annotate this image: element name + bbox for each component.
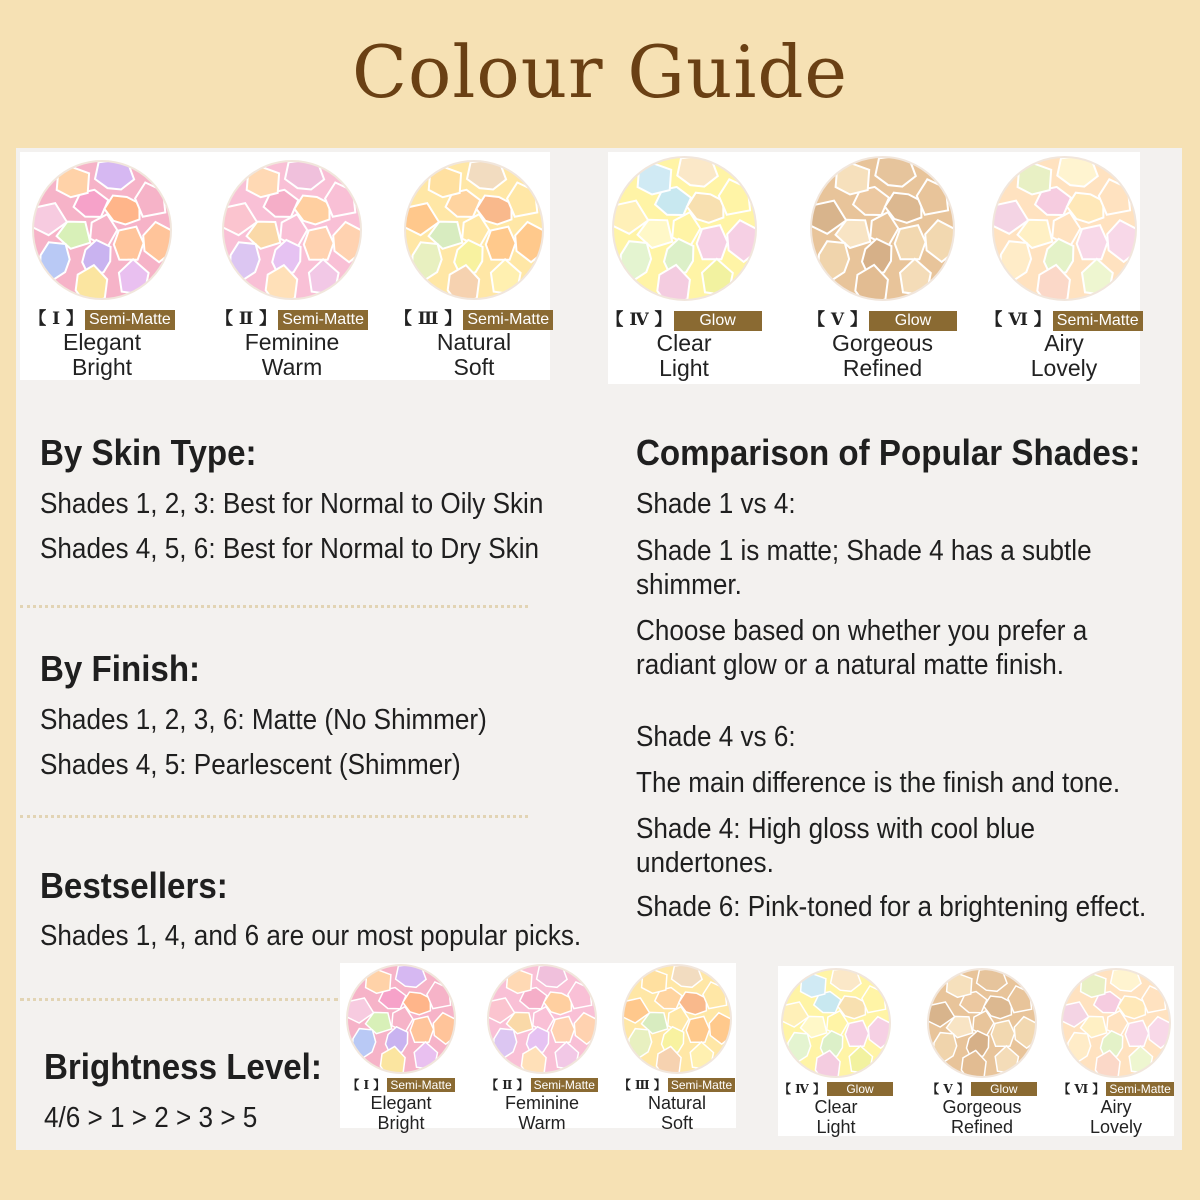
mini-shade-1-name-line2: Bright	[377, 1113, 425, 1133]
mini-shade-3-palette-icon	[622, 964, 732, 1074]
mini-shade-4-numeral: 【 Ⅳ 】	[779, 1082, 825, 1096]
shade-4-swatch	[604, 156, 764, 381]
bestsellers-heading: Bestsellers:	[40, 865, 228, 906]
mini-shade-3-swatch	[616, 964, 738, 1133]
bestsellers-line: Shades 1, 4, and 6 are our most popular picks.	[40, 920, 582, 952]
shade-5-name-line2: Refined	[842, 355, 923, 381]
mini-shade-5-palette-icon	[927, 968, 1037, 1078]
shade-5-swatch	[800, 156, 965, 381]
shade-3-palette-icon	[404, 160, 544, 300]
shade-5-numeral: 【 Ⅴ 】	[807, 310, 868, 330]
mini-shade-1-name-line1: Elegant	[370, 1093, 432, 1113]
mini-shade-5-finish-tag: Glow	[971, 1082, 1037, 1096]
shade-4-numeral: 【 Ⅳ 】	[606, 310, 672, 330]
shade-5-finish-tag: Glow	[869, 311, 957, 331]
shade-3-name-line2: Soft	[453, 354, 495, 380]
mini-shade-6-palette-icon	[1061, 968, 1171, 1078]
mini-shade-2-name-line1: Feminine	[504, 1093, 580, 1113]
shade-1-finish-tag: Semi-Matte	[85, 310, 175, 330]
mini-shade-6-finish-tag: Semi-Matte	[1106, 1082, 1173, 1096]
skin-type-line-1: Shades 1, 2, 3: Best for Normal to Oily Skin	[40, 488, 544, 520]
divider-3	[20, 998, 338, 1001]
mini-shade-4-swatch	[776, 968, 896, 1137]
shade-6-name-line2: Lovely	[1030, 355, 1098, 381]
shade-1-name-line1: Elegant	[62, 329, 141, 355]
mini-shade-4-name-line2: Light	[816, 1117, 856, 1137]
comparison-sub-2: Shade 4 vs 6:	[636, 721, 796, 753]
shade-4-name-line2: Light	[659, 355, 709, 381]
shade-1-palette-icon	[32, 160, 172, 300]
mini-shade-6-name-line1: Airy	[1100, 1097, 1132, 1117]
shade-1-numeral: 【 Ⅰ 】	[29, 309, 83, 329]
mini-shade-2-palette-icon	[487, 964, 597, 1074]
mini-shade-5-name-line2: Refined	[950, 1117, 1014, 1137]
shade-2-name-line2: Warm	[261, 354, 323, 380]
mini-shade-6-numeral: 【 Ⅵ 】	[1058, 1082, 1105, 1096]
shade-4-finish-tag: Glow	[674, 311, 762, 331]
mini-shade-1-numeral: 【 Ⅰ 】	[347, 1078, 386, 1092]
shade-6-numeral: 【 Ⅵ 】	[985, 310, 1051, 330]
mini-shade-1-finish-tag: Semi-Matte	[387, 1078, 454, 1092]
shade-6-swatch	[982, 156, 1146, 381]
shade-4-name-line1: Clear	[656, 330, 712, 356]
comparison-para-4: Shade 4: High gloss with cool blue undertones.	[636, 813, 1035, 879]
comparison-para-2: Choose based on whether you prefer a radiant glow or a natural matte finish.	[636, 615, 1088, 681]
shade-1-name-line2: Bright	[71, 354, 133, 380]
mini-shade-6-swatch	[1054, 968, 1178, 1137]
shade-2-name-line1: Feminine	[244, 329, 340, 355]
mini-shade-6-name-line2: Lovely	[1089, 1117, 1143, 1137]
shade-6-palette-icon	[992, 156, 1137, 301]
shade-2-swatch	[212, 160, 372, 380]
shade-6-name-line1: Airy	[1044, 330, 1084, 356]
shade-3-swatch	[394, 160, 554, 380]
shade-2-finish-tag: Semi-Matte	[278, 310, 368, 330]
finish-heading: By Finish:	[40, 648, 201, 689]
mini-shade-4-finish-tag: Glow	[827, 1082, 893, 1096]
finish-line-2: Shades 4, 5: Pearlescent (Shimmer)	[40, 749, 461, 781]
shade-3-numeral: 【 Ⅲ 】	[394, 309, 462, 329]
mini-shade-3-finish-tag: Semi-Matte	[668, 1078, 735, 1092]
comparison-heading: Comparison of Popular Shades:	[636, 432, 1141, 473]
mini-shade-3-name-line1: Natural	[647, 1093, 707, 1113]
shade-2-numeral: 【 Ⅱ 】	[216, 309, 277, 329]
shade-6-finish-tag: Semi-Matte	[1053, 311, 1143, 331]
mini-shade-2-finish-tag: Semi-Matte	[531, 1078, 598, 1092]
mini-shade-2-swatch	[480, 964, 604, 1133]
comparison-para-3: The main difference is the finish and tone.	[636, 767, 1121, 799]
skin-type-line-2: Shades 4, 5, 6: Best for Normal to Dry Skin	[40, 533, 540, 565]
mini-shade-4-palette-icon	[781, 968, 891, 1078]
mini-shade-5-numeral: 【 Ⅴ 】	[927, 1082, 969, 1096]
mini-shade-3-numeral: 【 Ⅲ 】	[618, 1078, 666, 1092]
mini-shade-3-name-line2: Soft	[660, 1113, 694, 1133]
divider-1	[20, 605, 528, 608]
mini-shade-1-palette-icon	[346, 964, 456, 1074]
shade-5-name-line1: Gorgeous	[831, 330, 933, 356]
page-title: Colour Guide	[351, 30, 849, 114]
shade-3-name-line1: Natural	[436, 329, 512, 355]
comparison-para-5: Shade 6: Pink-toned for a brightening effect.	[636, 891, 1147, 923]
comparison-para-1: Shade 1 is matte; Shade 4 has a subtle shimmer.	[636, 535, 1092, 601]
finish-line-1: Shades 1, 2, 3, 6: Matte (No Shimmer)	[40, 704, 487, 736]
skin-type-heading: By Skin Type:	[40, 432, 257, 473]
brightness-value: 4/6 > 1 > 2 > 3 > 5	[44, 1102, 258, 1134]
shade-1-swatch	[22, 160, 182, 380]
shade-2-palette-icon	[222, 160, 362, 300]
mini-shade-5-name-line1: Gorgeous	[942, 1097, 1022, 1117]
shade-3-finish-tag: Semi-Matte	[463, 310, 553, 330]
mini-shade-4-name-line1: Clear	[814, 1097, 858, 1117]
brightness-heading: Brightness Level:	[44, 1046, 322, 1087]
mini-shade-2-name-line2: Warm	[518, 1113, 566, 1133]
comparison-sub-1: Shade 1 vs 4:	[636, 488, 796, 520]
shade-4-palette-icon	[612, 156, 757, 301]
shade-5-palette-icon	[810, 156, 955, 301]
divider-2	[20, 815, 528, 818]
mini-shade-2-numeral: 【 Ⅱ 】	[486, 1078, 529, 1092]
mini-shade-1-swatch	[340, 964, 462, 1133]
mini-shade-5-swatch	[920, 968, 1044, 1137]
